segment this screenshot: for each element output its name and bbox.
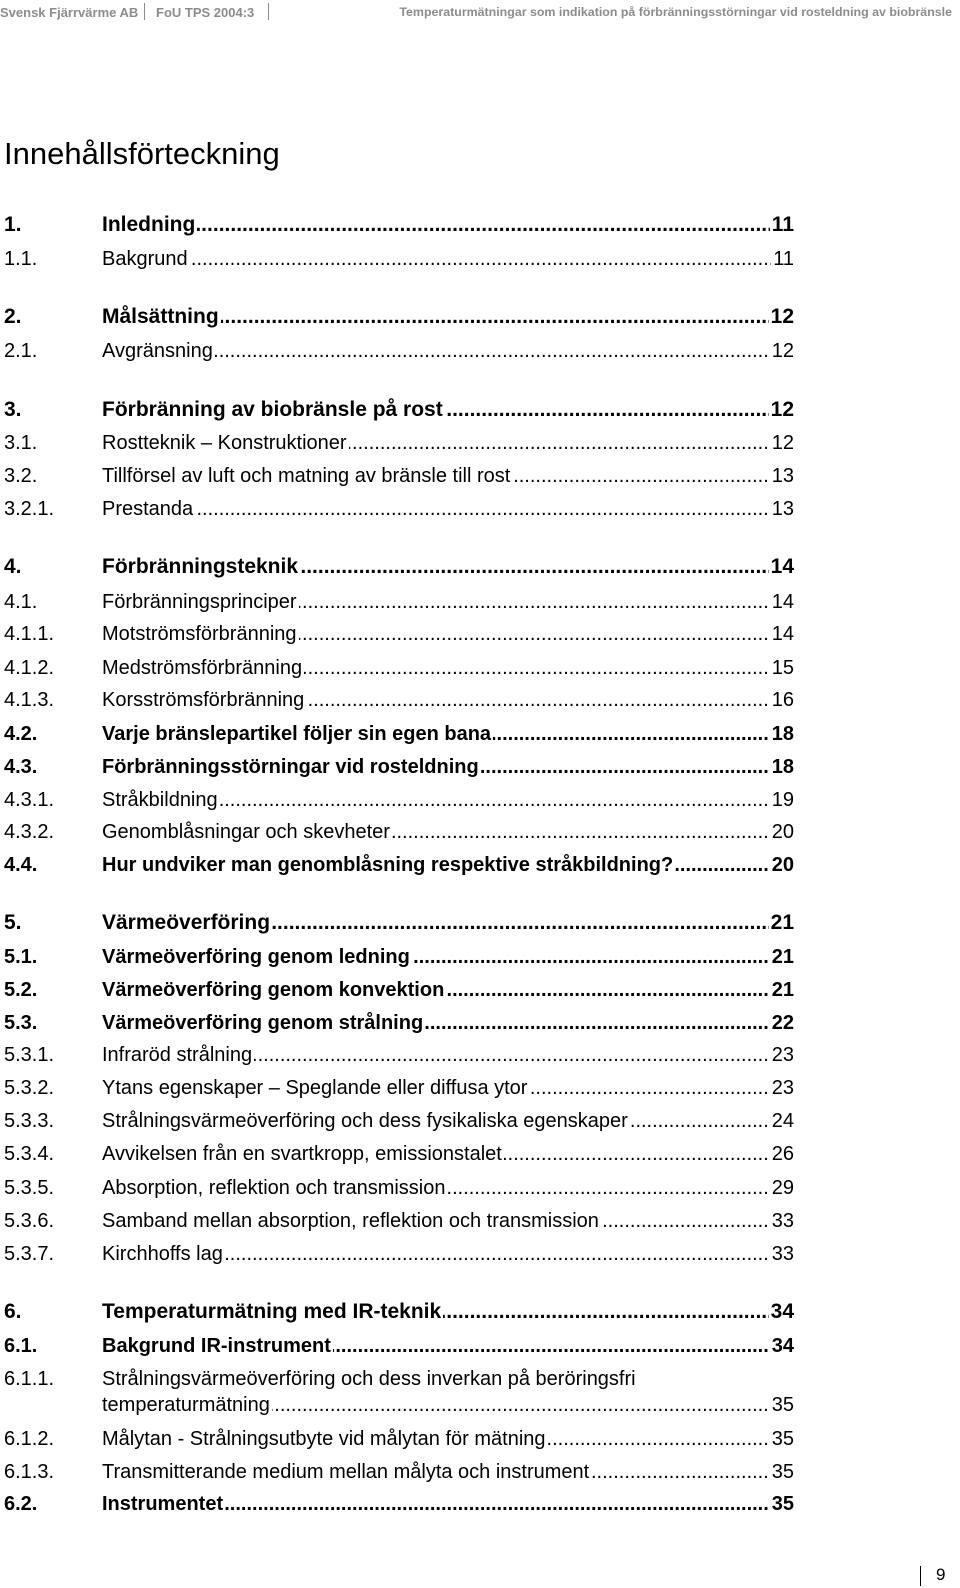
header-report: FoU TPS 2004:3 — [156, 5, 255, 20]
toc-entry-page: 12 — [771, 432, 794, 454]
toc-leader-dots — [102, 247, 794, 271]
toc-entry-page: 35 — [771, 1461, 794, 1483]
toc-entry-page: 21 — [771, 946, 794, 968]
toc-entry-page: 14 — [771, 623, 794, 645]
toc-entry-label: Prestanda — [102, 498, 194, 520]
toc-entry-page: 33 — [771, 1210, 794, 1232]
toc-entry-number: 4.3.2. — [4, 821, 55, 843]
toc-entry-label: Ytans egenskaper – Speglande eller diffusa ytor — [102, 1077, 528, 1099]
toc-entry-page: 34 — [771, 1335, 794, 1357]
toc-entry-page: 11 — [773, 248, 794, 270]
toc-entry-page: 33 — [771, 1243, 794, 1265]
toc-entry-number: 4.1.1. — [4, 623, 55, 645]
toc-entry-label: Förbränningsteknik — [102, 555, 299, 578]
toc-entry-number: 4.3. — [4, 756, 38, 778]
toc-entry-label: Bakgrund IR-instrument — [102, 1335, 331, 1357]
toc-entry-number: 6.1. — [4, 1335, 38, 1357]
toc-entry-number: 5.2. — [4, 979, 38, 1001]
header-doc-title: Temperaturmätningar som indikation på förbränningsstörningar vid rosteldning av biobränsle — [399, 5, 952, 19]
toc-entry-label: Instrumentet — [102, 1493, 224, 1515]
toc-entry-page: 23 — [771, 1044, 794, 1066]
toc-entry-label: Avvikelsen från en svartkropp, emissionstalet — [102, 1143, 502, 1165]
toc-entry-label-continued: temperaturmätning — [102, 1394, 270, 1416]
toc-entry-label: Korsströmsförbränning — [102, 689, 305, 711]
page-title: Innehållsförteckning — [4, 136, 280, 171]
toc-entry-number: 4.1.2. — [4, 657, 55, 679]
toc-entry-page: 15 — [771, 657, 794, 679]
toc-entry-page: 20 — [771, 854, 794, 876]
toc-entry-page: 12 — [770, 398, 794, 421]
toc-entry-number: 6.2. — [4, 1493, 38, 1515]
toc-entry-page: 29 — [771, 1177, 794, 1199]
toc-entry-label: Transmitterande medium mellan målyta och instrument — [102, 1461, 590, 1483]
toc-entry-label: Varje bränslepartikel följer sin egen bana — [102, 723, 492, 745]
header-org: Svensk Fjärrvärme AB — [0, 5, 139, 20]
toc-entry-label: Förbränning av biobränsle på rost — [102, 398, 443, 421]
toc-entry-number: 3.2. — [4, 465, 38, 487]
toc-entry-label: Förbränningsstörningar vid rosteldning — [102, 756, 479, 778]
toc-entry-page: 14 — [771, 591, 794, 613]
toc-entry-label: Stråkbildning — [102, 789, 218, 811]
toc-entry-number: 4.3.1. — [4, 789, 55, 811]
toc-entry-number: 5.3.5. — [4, 1177, 55, 1199]
toc-entry-label: Samband mellan absorption, reflektion och transmission — [102, 1210, 599, 1232]
toc-entry-number: 5.3.4. — [4, 1143, 55, 1165]
toc-entry-number: 3.1. — [4, 432, 38, 454]
toc-entry-number: 6.1.3. — [4, 1461, 55, 1483]
toc-entry-label: Värmeöverföring — [102, 911, 271, 934]
toc-entry-page: 11 — [771, 213, 794, 236]
toc-entry-label: Avgränsning — [102, 340, 213, 362]
toc-entry-number: 1. — [4, 213, 22, 236]
toc-entry-label: Genomblåsningar och skevheter — [102, 821, 390, 843]
toc-entry-number: 4. — [4, 555, 22, 578]
toc-entry-label: Förbränningsprinciper — [102, 591, 297, 613]
toc-entry-number: 1.1. — [4, 248, 38, 270]
toc-entry-label: Målsättning — [102, 305, 219, 328]
toc-entry-number: 4.2. — [4, 723, 38, 745]
page-number: 9 — [936, 1565, 946, 1584]
toc-entry-page: 23 — [771, 1077, 794, 1099]
toc-entry-page: 20 — [771, 821, 794, 843]
toc-entry-number: 5. — [4, 911, 22, 934]
toc-entry-number: 3.2.1. — [4, 498, 55, 520]
toc-leader-dots — [102, 213, 794, 237]
toc-entry-label: Medströmsförbränning — [102, 657, 303, 679]
toc-entry-number: 6. — [4, 1300, 22, 1323]
toc-entry-page: 22 — [771, 1012, 794, 1034]
toc-entry-label: Värmeöverföring genom konvektion — [102, 979, 445, 1001]
toc-entry-label: Strålningsvärmeöverföring och dess inverkan på beröringsfri — [102, 1368, 636, 1390]
toc-entry-page: 24 — [771, 1110, 794, 1132]
toc-entry-page: 19 — [771, 789, 794, 811]
toc-entry-page: 13 — [771, 498, 794, 520]
toc-entry-number: 6.1.1. — [4, 1368, 55, 1390]
toc-entry-label: Infraröd strålning — [102, 1044, 253, 1066]
toc-entry-number: 4.1. — [4, 591, 38, 613]
toc-entry-number: 4.4. — [4, 854, 38, 876]
toc-entry-page: 18 — [771, 723, 794, 745]
toc-entry-page: 16 — [771, 689, 794, 711]
toc-entry-number: 2.1. — [4, 340, 38, 362]
toc-entry-page: 26 — [771, 1143, 794, 1165]
toc-entry-page: 21 — [771, 979, 794, 1001]
toc-entry-page: 35 — [771, 1428, 794, 1450]
toc-entry-number: 5.3. — [4, 1012, 38, 1034]
toc-entry-page: 35 — [771, 1493, 794, 1515]
toc-entry-label: Tillförsel av luft och matning av bränsle till rost — [102, 465, 511, 487]
footer-rule — [920, 1566, 921, 1586]
toc-entry-label: Motströmsförbränning — [102, 623, 297, 645]
toc-entry-number: 5.3.6. — [4, 1210, 55, 1232]
toc-entry-page: 21 — [770, 911, 794, 934]
toc-leader-dots — [102, 497, 794, 521]
toc-entry-page: 35 — [771, 1394, 794, 1416]
toc-entry-label: Hur undviker man genomblåsning respektive stråkbildning? — [102, 854, 674, 876]
toc-entry-page: 18 — [771, 756, 794, 778]
toc-entry-label: Kirchhoffs lag — [102, 1243, 223, 1265]
toc-entry-number: 5.3.1. — [4, 1044, 55, 1066]
toc-entry-page: 13 — [771, 465, 794, 487]
toc-entry-number: 5.3.3. — [4, 1110, 55, 1132]
toc-entry-page: 34 — [770, 1300, 794, 1323]
toc-entry-number: 3. — [4, 398, 22, 421]
toc-entry-label: Värmeöverföring genom strålning — [102, 1012, 424, 1034]
toc-entry-label: Målytan - Strålningsutbyte vid målytan för mätning — [102, 1428, 546, 1450]
toc-entry-number: 6.1.2. — [4, 1428, 55, 1450]
toc-entry-number: 5.3.2. — [4, 1077, 55, 1099]
toc-entry-label: Strålningsvärmeöverföring och dess fysikaliska egenskaper — [102, 1110, 628, 1132]
toc-entry-page: 14 — [770, 555, 794, 578]
toc-entry-label: Absorption, reflektion och transmission — [102, 1177, 446, 1199]
toc-entry-label: Temperaturmätning med IR-teknik — [102, 1300, 442, 1323]
toc-entry-number: 2. — [4, 305, 22, 328]
toc-entry-label: Inledning — [102, 213, 196, 236]
toc-entry-number: 5.3.7. — [4, 1243, 55, 1265]
toc-entry-label: Rostteknik – Konstruktioner — [102, 432, 347, 454]
toc-entry-number: 5.1. — [4, 946, 38, 968]
toc-entry-page: 12 — [770, 305, 794, 328]
toc-entry-page: 12 — [771, 340, 794, 362]
toc-entry-label: Värmeöverföring genom ledning — [102, 946, 410, 968]
toc-entry-number: 4.1.3. — [4, 689, 55, 711]
toc-entry-label: Bakgrund — [102, 248, 188, 270]
